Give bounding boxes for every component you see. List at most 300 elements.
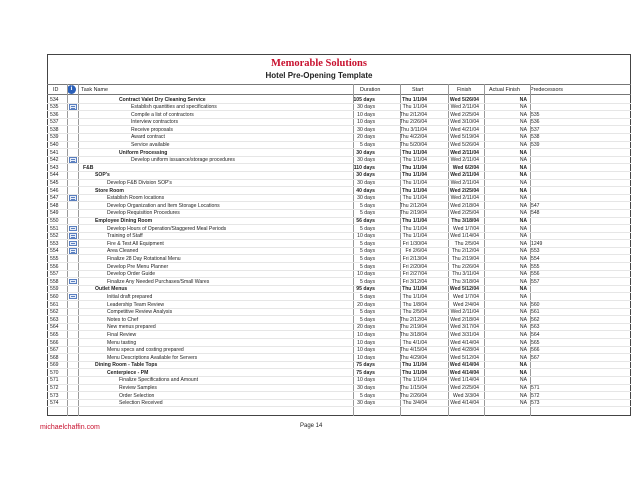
task-duration: 30 days [357,400,375,407]
task-actual-finish: NA [519,286,527,293]
task-name: Training of Staff [107,233,143,240]
task-duration: 5 days [359,142,375,149]
table-row[interactable] [47,255,631,263]
footer-site: michaelchaffin.com [40,424,100,431]
table-row[interactable] [47,369,631,377]
task-duration: 5 days [359,278,375,285]
task-id: 554 [50,248,59,255]
task-name: Order Selection [119,392,155,399]
task-duration: 5 days [359,240,375,247]
task-duration: 30 days [357,126,375,133]
task-start: Thu 1/1/04 [402,104,427,111]
page-subtitle: Hotel Pre-Opening Template [265,71,373,80]
task-start: Thu 2/26/04 [399,119,427,126]
task-start: Thu 4/15/04 [399,347,427,354]
task-actual-finish: NA [519,331,527,338]
table-row[interactable] [47,392,631,400]
task-finish: Wed 2/25/04 [449,187,479,194]
table-header [47,84,631,95]
task-actual-finish: NA [519,149,527,156]
task-finish: Wed 3/17/04 [450,324,479,331]
task-id: 559 [50,286,59,293]
task-actual-finish: NA [519,240,527,247]
task-duration: 95 days [356,286,375,293]
task-start: Thu 1/1/04 [402,233,427,240]
note-icon[interactable] [69,233,77,239]
task-start: Thu 1/8/04 [402,301,427,308]
task-duration: 10 days [357,354,375,361]
task-duration: 110 days [353,164,375,171]
task-predecessors: 573 [531,400,540,407]
task-name: Develop Requisition Procedures [107,210,180,217]
task-actual-finish: NA [519,354,527,361]
task-name: Selection Received [119,400,163,407]
task-id: 569 [50,362,59,369]
table-row[interactable] [47,278,631,286]
task-duration: 20 days [357,301,375,308]
task-finish: Wed 6/2/04 [452,164,479,171]
task-start: Thu 1/1/04 [402,225,427,232]
task-predecessors: 1249 [531,240,543,247]
table-row[interactable] [47,218,631,226]
table-row[interactable] [47,195,631,203]
task-name: Employee Dining Room [95,218,153,224]
table-row[interactable] [47,119,631,127]
task-start: Thu 1/1/04 [402,187,427,194]
task-finish: Wed 2/11/04 [450,180,479,187]
task-id: 562 [50,309,59,316]
task-predecessors: 554 [531,255,540,262]
task-actual-finish: NA [519,377,527,384]
task-name: Compile a list of contractors [131,111,194,118]
table-row[interactable] [47,286,631,294]
table-row[interactable] [47,400,631,408]
table-row[interactable] [47,96,631,104]
header-task-name[interactable]: Task Name [81,87,108,93]
task-name: Menu Descriptions Available for Servers [107,354,198,361]
task-name: Interview contractors [131,119,178,126]
task-predecessors: 553 [531,248,540,255]
task-duration: 105 days [353,96,375,103]
task-id: 546 [50,187,59,194]
table-row[interactable] [47,354,631,362]
task-actual-finish: NA [519,180,527,187]
table-row[interactable] [47,331,631,339]
table-row[interactable] [47,347,631,355]
task-predecessors: 567 [531,354,540,361]
task-id: 567 [50,347,59,354]
task-start: Thu 1/1/04 [402,180,427,187]
table-row[interactable] [47,377,631,385]
task-start: Thu 2/26/04 [399,392,427,399]
task-start: Thu 1/1/04 [402,293,427,300]
task-id: 556 [50,263,59,270]
task-predecessors: 555 [531,263,540,270]
task-name: Centerpiece - PM [107,369,149,376]
task-actual-finish: NA [519,142,527,149]
task-name: Fire & Test All Equipment [107,240,164,247]
task-finish: Wed 2/25/04 [450,111,479,118]
task-id: 560 [50,293,59,300]
task-finish: Wed 1/7/04 [453,293,479,300]
task-finish: Thu 2/26/04 [451,263,479,270]
task-id: 574 [50,400,59,407]
task-actual-finish: NA [519,233,527,240]
table-row[interactable] [47,271,631,279]
task-predecessors: 572 [531,392,540,399]
task-finish: Wed 4/14/04 [450,400,479,407]
table-row[interactable] [47,210,631,218]
task-predecessors: 537 [531,126,540,133]
table-row[interactable] [47,111,631,119]
header-id[interactable]: ID [53,87,59,93]
task-id: 542 [50,157,59,164]
table-row[interactable] [47,362,631,370]
table-row[interactable] [47,316,631,324]
task-name: Finalize Any Needed Purchases/Small Wares [107,278,210,285]
task-id: 553 [50,240,59,247]
task-id: 555 [50,255,59,262]
task-duration: 56 days [356,218,375,224]
note-icon[interactable] [69,195,77,201]
task-predecessors: 548 [531,210,540,217]
task-start: Thu 1/1/04 [402,195,427,202]
task-duration: 5 days [359,293,375,300]
task-duration: 40 days [356,187,375,194]
task-actual-finish: NA [519,134,527,141]
task-start: Fri 2/20/04 [402,263,427,270]
task-finish: Wed 5/19/04 [450,134,479,141]
info-icon: i [67,85,76,94]
task-finish: Wed 4/14/04 [450,339,479,346]
task-actual-finish: NA [519,202,527,209]
task-name: Uniform Processing [119,149,168,156]
task-finish: Wed 2/11/04 [450,195,479,202]
task-id: 535 [50,104,59,111]
task-duration: 10 days [357,119,375,126]
task-start: Thu 1/1/04 [402,369,427,376]
task-finish: Wed 5/26/04 [449,96,479,103]
task-predecessors: 547 [531,202,540,209]
header-actual-finish[interactable]: Actual Finish [489,87,520,93]
task-finish: Wed 5/12/04 [450,354,479,361]
task-name: Develop Pre Menu Planner [107,263,169,270]
note-icon[interactable] [69,294,77,300]
task-duration: 5 days [359,255,375,262]
task-name: Review Samples [119,385,157,392]
task-duration: 30 days [356,149,375,156]
task-start: Thu 1/1/04 [402,157,427,164]
table-row[interactable] [47,324,631,332]
task-name: Develop Hours of Operation/Staggered Meal Periods [107,225,227,232]
table-row[interactable] [47,134,631,142]
task-start: Thu 1/1/04 [402,164,427,171]
task-duration: 5 days [359,225,375,232]
task-finish: Wed 2/25/04 [450,385,479,392]
task-start: Thu 2/12/04 [399,202,427,209]
task-name: Develop F&B Division SOP's [107,180,172,187]
task-duration: 5 days [359,263,375,270]
task-finish: Wed 4/14/04 [449,369,479,376]
task-start: Thu 1/1/04 [402,377,427,384]
task-duration: 30 days [357,385,375,392]
task-name: Initial draft prepared [107,293,153,300]
table-row[interactable] [47,187,631,195]
task-id: 566 [50,339,59,346]
task-duration: 5 days [359,210,375,217]
task-start: Thu 2/5/04 [402,309,427,316]
note-icon[interactable] [69,157,77,163]
table-row[interactable] [47,172,631,180]
task-start: Thu 3/11/04 [400,126,427,133]
task-id: 570 [50,369,59,376]
task-predecessors: 563 [531,324,540,331]
task-name: Menu tasting [107,339,137,346]
task-start: Fri 2/6/04 [405,248,427,255]
table-row[interactable] [47,164,631,172]
page-title: Memorable Solutions [271,58,367,69]
task-id: 549 [50,210,59,217]
task-duration: 5 days [359,202,375,209]
task-actual-finish: NA [519,309,527,316]
table-row[interactable] [47,309,631,317]
task-finish: Wed 5/26/04 [450,142,479,149]
task-duration: 10 days [357,377,375,384]
task-name: Store Room [95,187,124,194]
task-finish: Wed 2/4/04 [453,301,479,308]
task-id: 573 [50,392,59,399]
task-id: 547 [50,195,59,202]
table-row[interactable] [47,202,631,210]
task-finish: Wed 1/7/04 [453,225,479,232]
task-name: SOP's [95,172,110,179]
task-actual-finish: NA [519,301,527,308]
task-predecessors: 538 [531,134,540,141]
task-actual-finish: NA [519,271,527,278]
task-duration: 30 days [357,157,375,164]
task-duration: 75 days [356,369,375,376]
task-name: Receive proposals [131,126,173,133]
task-actual-finish: NA [519,96,527,103]
task-predecessors: 561 [531,309,540,316]
task-name: Leadership Team Review [107,301,165,308]
table-row[interactable] [47,142,631,150]
task-actual-finish: NA [519,347,527,354]
task-id: 539 [50,134,59,141]
note-icon[interactable] [69,226,77,232]
task-name: Dining Room - Table Tops [95,362,158,369]
task-predecessors: 566 [531,347,540,354]
task-start: Thu 2/12/04 [399,111,427,118]
task-actual-finish: NA [519,164,527,171]
task-actual-finish: NA [519,187,527,194]
task-actual-finish: NA [519,119,527,126]
task-finish: Wed 5/12/04 [449,286,479,293]
task-duration: 10 days [357,339,375,346]
table-row[interactable] [47,225,631,233]
task-name: F&B [83,164,94,171]
task-id: 541 [50,149,59,156]
task-finish: Wed 1/14/04 [450,233,479,240]
task-predecessors: 562 [531,316,540,323]
header-start[interactable]: Start [412,87,424,93]
task-predecessors: 571 [531,385,540,392]
task-actual-finish: NA [519,278,527,285]
task-id: 561 [50,301,59,308]
header-finish[interactable]: Finish [457,87,472,93]
task-finish: Wed 3/31/04 [450,331,479,338]
table-row[interactable] [47,180,631,188]
task-predecessors: 535 [531,111,540,118]
task-actual-finish: NA [519,263,527,270]
task-id: 544 [50,172,59,179]
task-name: Service available [131,142,170,149]
task-start: Thu 4/22/04 [399,134,427,141]
table-row[interactable] [47,248,631,256]
task-id: 565 [50,331,59,338]
task-predecessors: 557 [531,278,540,285]
task-actual-finish: NA [519,324,527,331]
task-actual-finish: NA [519,195,527,202]
table-row[interactable] [47,385,631,393]
task-finish: Thu 3/18/04 [451,218,479,224]
task-id: 534 [50,96,59,103]
task-start: Thu 5/20/04 [399,142,427,149]
task-finish: Thu 2/12/04 [451,248,479,255]
header-duration[interactable]: Duration [360,87,381,93]
task-finish: Wed 2/11/04 [450,172,479,179]
note-icon[interactable] [69,279,77,285]
task-id: 550 [50,218,59,224]
table-row[interactable] [47,104,631,112]
table-row[interactable] [47,301,631,309]
task-id: 568 [50,354,59,361]
task-start: Thu 4/1/04 [402,339,427,346]
table-row[interactable] [47,240,631,248]
task-start: Thu 2/19/04 [399,324,427,331]
task-finish: Thu 3/11/04 [452,271,479,278]
task-table-body [47,96,631,407]
task-finish: Wed 2/11/04 [450,149,479,156]
task-actual-finish: NA [519,392,527,399]
table-row[interactable] [47,263,631,271]
task-duration: 5 days [359,316,375,323]
task-actual-finish: NA [519,218,527,224]
task-finish: Wed 2/25/04 [450,210,479,217]
task-name: Establish quantities and specifications [131,104,217,111]
task-actual-finish: NA [519,369,527,376]
task-start: Thu 2/12/04 [399,316,427,323]
task-duration: 10 days [357,347,375,354]
task-id: 545 [50,180,59,187]
table-row[interactable] [47,339,631,347]
task-actual-finish: NA [519,339,527,346]
task-actual-finish: NA [519,400,527,407]
footer-page-number: Page 14 [300,423,323,429]
task-name: New menus prepared [107,324,156,331]
task-start: Thu 1/1/04 [402,286,427,293]
task-predecessors: 536 [531,119,540,126]
task-start: Fri 2/27/04 [402,271,427,278]
task-id: 572 [50,385,59,392]
task-start: Thu 1/1/04 [402,172,427,179]
task-start: Thu 1/15/04 [399,385,427,392]
table-row[interactable] [47,126,631,134]
task-duration: 5 days [359,309,375,316]
task-duration: 10 days [357,233,375,240]
task-name: Outlet Menus [95,286,128,293]
task-name: Develop Organization and Item Storage Locations [107,202,220,209]
task-id: 537 [50,119,59,126]
task-actual-finish: NA [519,385,527,392]
task-duration: 30 days [357,180,375,187]
task-start: Thu 3/4/04 [402,400,427,407]
task-finish: Wed 2/18/04 [450,202,479,209]
task-duration: 20 days [357,134,375,141]
task-actual-finish: NA [519,210,527,217]
task-finish: Wed 2/18/04 [450,316,479,323]
task-predecessors: 539 [531,142,540,149]
table-row[interactable] [47,157,631,165]
task-finish: Wed 1/14/04 [450,377,479,384]
task-finish: Wed 4/21/04 [450,126,479,133]
task-id: 543 [50,164,59,171]
task-finish: Wed 3/10/04 [450,119,479,126]
header-predecessors[interactable]: Predecessors [530,87,563,93]
task-actual-finish: NA [519,225,527,232]
task-id: 551 [50,225,59,232]
task-predecessors: 564 [531,331,540,338]
note-icon[interactable] [69,241,77,247]
task-duration: 5 days [359,248,375,255]
task-name: Menu specs and costing prepared [107,347,184,354]
task-finish: Thu 2/19/04 [451,255,479,262]
task-name: Establish Room locations [107,195,165,202]
task-actual-finish: NA [519,157,527,164]
task-predecessors: 560 [531,301,540,308]
task-duration: 30 days [356,172,375,179]
task-finish: Wed 4/28/04 [450,347,479,354]
task-finish: Wed 2/11/04 [450,104,479,111]
task-duration: 30 days [357,195,375,202]
task-actual-finish: NA [519,126,527,133]
task-actual-finish: NA [519,255,527,262]
table-row[interactable] [47,293,631,301]
task-finish: Thu 2/5/04 [454,240,479,247]
task-finish: Thu 3/18/04 [451,278,479,285]
task-start: Thu 1/1/04 [402,96,427,103]
table-row[interactable] [47,149,631,157]
task-actual-finish: NA [519,293,527,300]
task-duration: 20 days [357,324,375,331]
task-id: 548 [50,202,59,209]
task-id: 536 [50,111,59,118]
task-duration: 10 days [357,331,375,338]
task-name: Develop uniform issuance/storage procedures [131,157,235,164]
task-id: 540 [50,142,59,149]
task-name: Finalize Specifications and Amount [119,377,198,384]
task-start: Thu 1/1/04 [402,362,427,369]
task-start: Thu 2/19/04 [399,210,427,217]
note-icon[interactable] [69,104,77,110]
task-actual-finish: NA [519,111,527,118]
task-name: Competitive Review Analysis [107,309,173,316]
task-duration: 75 days [356,362,375,369]
note-icon[interactable] [69,248,77,254]
task-duration: 5 days [359,392,375,399]
task-id: 571 [50,377,59,384]
table-row[interactable] [47,233,631,241]
